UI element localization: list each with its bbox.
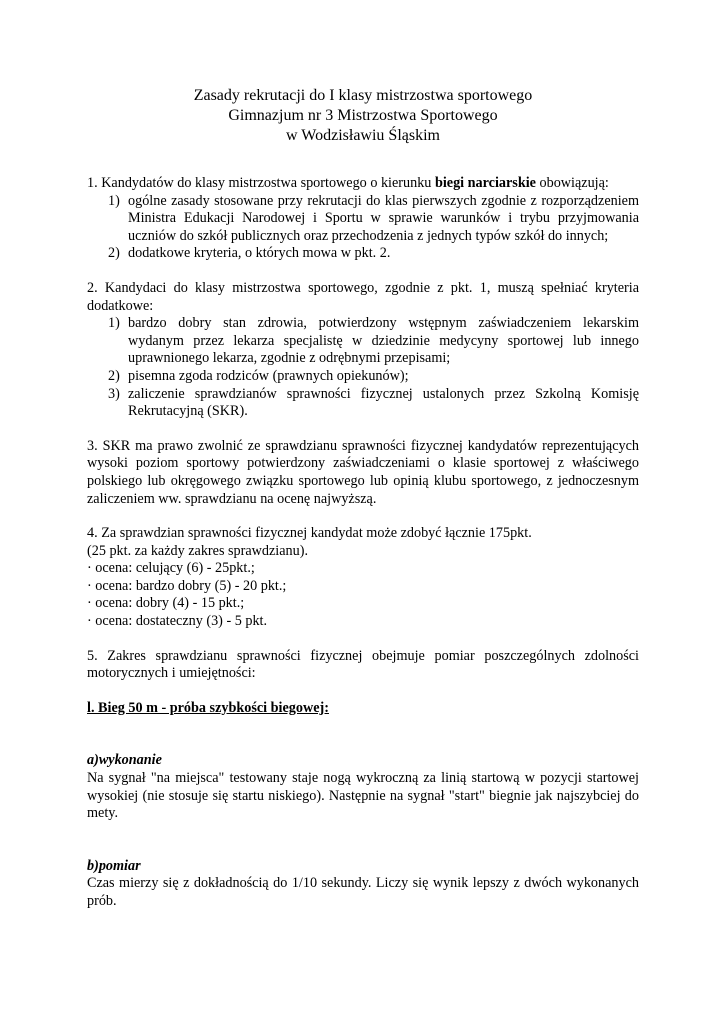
test-1-execution-text: Na sygnał "na miejsca" testowany staje nogą wykroczną za linią startową w pozycji startowej wysokiej (nie stosuje się startu niskiego). Następnie na sygnał "start" biegnie jak najszybciej do mety. — [87, 770, 639, 822]
test-1-heading-text: l. Bieg 50 m - próba szybkości biegowej: — [87, 699, 329, 716]
list-item — [87, 193, 639, 246]
list-item-number: 1) — [108, 315, 120, 332]
test-1-measurement-label: b)pomiar — [87, 857, 141, 874]
list-item-number: 2) — [108, 367, 120, 384]
document-title — [87, 86, 639, 146]
section-2-intro: 2. Kandydaci do klasy mistrzostwa sportowego, zgodnie z pkt. 1, muszą spełniać kryteria dodatkowe: — [87, 279, 639, 314]
title-line-2: Gimnazjum nr 3 Mistrzostwa Sportowego — [228, 107, 498, 124]
list-item-text: ogólne zasady stosowane przy rekrutacji do klas pierwszych zgodnie z rozporządzeniem Ministra Edukacji Narodowej i Sportu w sprawie warunków i trybu przyjmowania uczniów do szkół publicznych oraz przechodzenia z jednych typów szkół do innych; — [128, 192, 639, 244]
section-2 — [87, 280, 639, 421]
list-item — [87, 245, 639, 263]
document-page — [87, 86, 639, 911]
list-item-text: dodatkowe kryteria, o których mowa w pkt. 2. — [128, 245, 391, 262]
test-1-execution — [87, 752, 639, 822]
grade-item: · ocena: dobry (4) - 15 pkt.; — [87, 595, 245, 612]
section-4 — [87, 525, 639, 631]
section-2-list — [87, 315, 639, 421]
list-item-number: 2) — [108, 245, 120, 262]
test-1-measurement — [87, 858, 639, 911]
list-item — [87, 315, 639, 368]
section-4-line-2: (25 pkt. za każdy zakres sprawdzianu). — [87, 542, 308, 559]
section-3-text: 3. SKR ma prawo zwolnić ze sprawdzianu sprawności fizycznej kandydatów reprezentujących wysoki poziom sportowy potwierdzony zaświadczeniami o klasie sportowej z właściwego polskiego lub okręgowego związku sportowego lub opinią klubu sportowego, z jednoczesnym zaliczeniem ww. sprawdzianu na ocenę najwyższą. — [87, 437, 639, 507]
grade-item: · ocena: dostateczny (3) - 5 pkt. — [87, 613, 268, 630]
list-item — [87, 368, 639, 386]
grade-item: · ocena: bardzo dobry (5) - 20 pkt.; — [87, 577, 287, 594]
grade-item: · ocena: celujący (6) - 25pkt.; — [87, 560, 255, 577]
section-1-intro — [87, 175, 639, 193]
list-item-text: pisemna zgoda rodziców (prawnych opiekunów); — [128, 367, 409, 384]
list-item-text: bardzo dobry stan zdrowia, potwierdzony wstępnym zaświadczeniem lekarskim wydanym przez lekarza specjalistę w dziedzinie medycyny sportowej lub innego uprawnionego lekarza, zgodnie z odrębnymi przepisami; — [128, 315, 639, 367]
section-1-discipline: biegi narciarskie — [434, 175, 536, 191]
list-item-number: 1) — [108, 192, 120, 209]
section-3 — [87, 438, 639, 508]
section-4-line-1: 4. Za sprawdzian sprawności fizycznej kandydat może zdobyć łącznie 175pkt. — [87, 525, 532, 542]
list-item-text: zaliczenie sprawdzianów sprawności fizycznej ustalonych przez Szkolną Komisję Rekrutacyjną (SKR). — [128, 385, 639, 420]
section-5-text: 5. Zakres sprawdzianu sprawności fizycznej obejmuje pomiar poszczególnych zdolności motorycznych i umiejętności: — [87, 647, 639, 682]
test-1-execution-label: a)wykonanie — [87, 752, 162, 769]
title-line-3: w Wodzisławiu Śląskim — [286, 127, 440, 144]
section-5 — [87, 648, 639, 683]
list-item — [87, 386, 639, 421]
section-1-list — [87, 193, 639, 263]
section-1 — [87, 175, 639, 263]
test-1-measurement-text: Czas mierzy się z dokładnością do 1/10 sekundy. Liczy się wynik lepszy z dwóch wykonanych prób. — [87, 875, 639, 909]
test-1-heading — [87, 700, 639, 718]
test-1 — [87, 700, 639, 911]
title-line-1: Zasady rekrutacji do I klasy mistrzostwa sportowego — [193, 87, 533, 104]
section-1-intro-end: obowiązują: — [535, 175, 609, 191]
section-1-intro-text: 1. Kandydatów do klasy mistrzostwa sportowego o kierunku — [87, 175, 435, 191]
list-item-number: 3) — [108, 385, 120, 402]
